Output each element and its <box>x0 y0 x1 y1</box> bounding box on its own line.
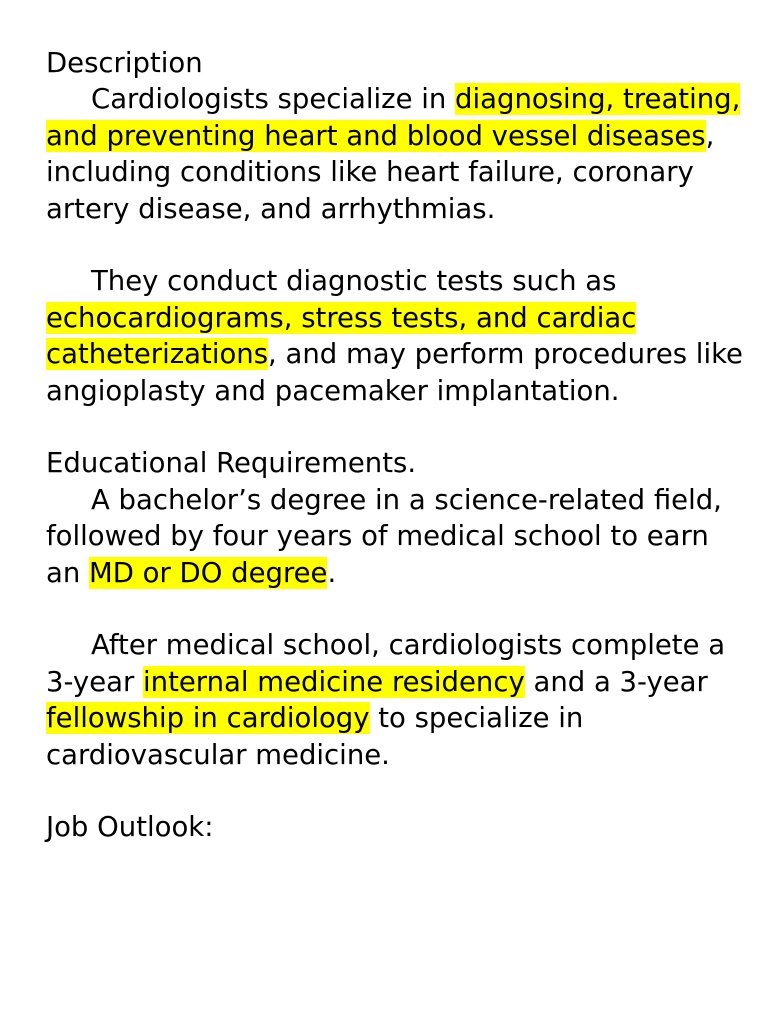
paragraph-education-2 <box>46 627 746 773</box>
highlighted-text: echocardiograms, stress tests, and cardiac catheterizations <box>46 301 637 371</box>
paragraph-description-2 <box>46 263 746 409</box>
paragraph-description-1 <box>46 81 746 227</box>
text-run: and a 3-year <box>524 665 708 698</box>
text-run: . <box>327 556 337 589</box>
highlighted-text: MD or DO degree <box>89 556 328 589</box>
section-heading-description: Description <box>46 47 203 79</box>
text-run: , including conditions like heart failure, coronary artery disease, and arrhythmias. <box>46 119 715 225</box>
text-run: After medical school, cardiologists complete a 3-year <box>46 629 726 698</box>
highlighted-text: diagnosing, treating, and preventing heart and blood vessel diseases <box>46 83 741 152</box>
blank-line <box>46 773 746 809</box>
document-page <box>46 45 746 846</box>
blank-line <box>46 227 746 263</box>
highlighted-text: internal medicine residency <box>143 665 525 698</box>
text-run: They conduct diagnostic tests such as <box>91 265 617 298</box>
blank-line <box>46 591 746 627</box>
highlighted-text: fellowship in cardiology <box>46 702 370 735</box>
section-heading-job-outlook: Job Outlook: <box>46 811 214 844</box>
blank-line <box>46 409 746 445</box>
text-run: A bachelor’s degree in a science-related field, followed by four years of medical school to earn an <box>46 483 722 589</box>
text-run: Cardiologists specialize in <box>91 83 456 116</box>
text-run: , and may perform procedures like angioplasty and pacemaker implantation. <box>46 338 743 407</box>
paragraph-education-1 <box>46 482 746 591</box>
text-run: to specialize in cardiovascular medicine. <box>46 702 584 771</box>
section-heading-education: Educational Requirements. <box>46 447 417 480</box>
